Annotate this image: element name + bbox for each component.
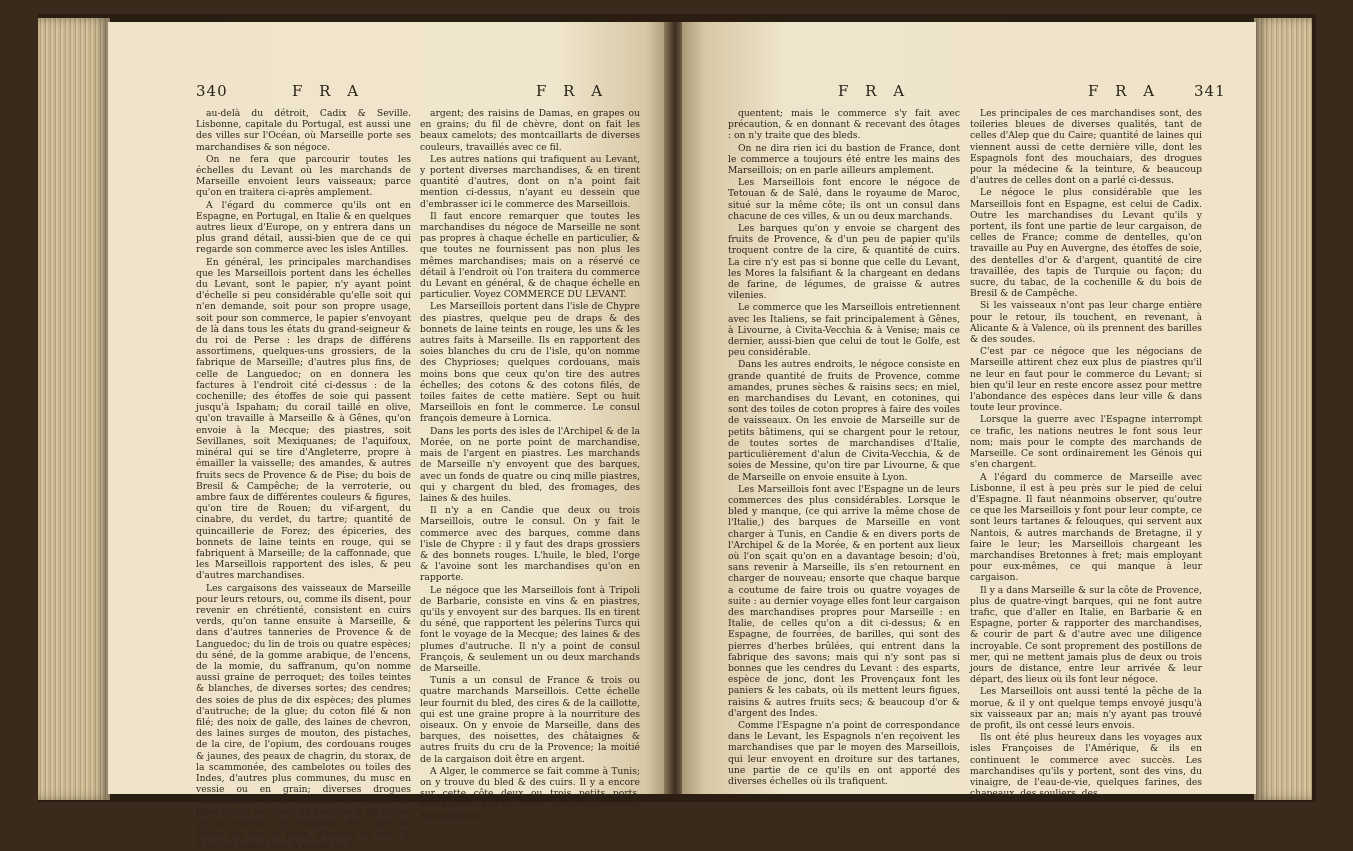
paragraph: Les barques qu'on y envoie se chargent des fruits de Provence, & d'un peu de papier qu'ils troquent contre de la cire, & quantité de cuirs. La cire n'y est pas si bonne que celle du Levant, les Mores la falsifiant & la chargeant en dedans de farine, de légumes, de graisse & autres vilenies. <box>728 223 960 302</box>
paragraph: A l'égard du commerce de Marseille avec Lisbonne, il est à peu près sur le pied de celui d'Espagne. Il faut néanmoins observer, qu'outre ce que les Marseillois y font pour leur compte, ce sont leurs tartanes & felouques, qui servent aux Nantois, & autres marchands de Bretagne, il y faire le leur; les Marseillois chargeant les marchandises Bretonnes à fret; mais employant pour eux-mêmes, ce qui manque à leur cargaison. <box>970 471 1202 584</box>
paragraph: Ils ont été plus heureux dans les voyages aux isles Françoises de l'Amérique, & ils en continuent le commerce avec succès. Les marchandises qu'ils y portent, sont des vins, du vinaigre, de l'eau-de-vie, quelques farines, des chapeaux, des souliers, des <box>970 732 1202 800</box>
paragraph: On ne dira rien ici du bastion de France, dont le commerce a toujours été entre les mains des Marseillois; on en parle ailleurs amplement. <box>728 142 960 177</box>
left-page-number: 340 <box>196 82 228 100</box>
paragraph: A l'égard du commerce qu'ils ont en Espagne, en Portugal, en Italie & en quelques autres lieux d'Europe, on y entrera dans un plus grand détail, aussi-bien que de ce qui regarde son commerce avec les isles Antilles. <box>196 199 411 256</box>
paragraph: Dans les autres endroits, le négoce consiste en grande quantité de fruits de Provence, comme amandes, prunes sèches & raisins secs; en miel, en marchandises du Levant, en cotonines, qui sont des toiles de coton propres à faire des voiles de vaisseaux. On les envoie de Marseille sur de petits bâtimens, qui se chargent pour le retour, de toutes sortes de marchandises d'Italie, particulièrement d'alun de Civita-Vecchia, & de soies de Messine, qu'on tire par Livourne, & que de Marseille on envoie ensuite à Lyon. <box>728 359 960 483</box>
paragraph: Les cargaisons des vaisseaux de Marseille pour leurs retours, ou, comme ils disent, pour revenir en chrétienté, consistent en cuirs verds, qu'on tanne ensuite à Marseille, & dans d'autres tanneries de Provence & de Languedoc; du lin de trois ou quatre espèces; du séné, de la gomme arabique, de l'encens, de la momie, du saffranum, qu'on nomme aussi graine de perroquet; des toiles teintes & blanches, de diverses sortes; des cendres; des soies de plus de dix espèces; des plumes d'autruche; de la glue; du coton filé & non filé; des noix de galle, des laines de chevron, des laines surges de mouton, des pistaches, de la cire, de l'opium, des cordouans rouges & jaunes, des peaux de chagrin, du storax, de la scammonée, des cambelotes ou toiles des Indes, d'autres plus communes, du musc en vessie ou en grain; diverses drogues médécinales; de la semence de perles; du lapis lazuli, qui vient de Tartarie & de Perse; de la rubarbe, de l'esquine; des tapis de Perse; les uns de laine, d'autres de soie, & d'autres moitié soie & moitié or & <box>196 582 411 851</box>
paragraph: quentent; mais le commerce s'y fait avec précaution, & en donnant & recevant des ôtages : on n'y traite que des bleds. <box>728 108 960 142</box>
paragraph: Le négoce le plus considérable que les Marseillois font en Espagne, est celui de Cadix. Outre les marchandises du Levant qu'ils y portent, ils font une partie de leur cargaison, de celles de France; comme de dentelles, qu'on travaille au Puy en Auvergne, des étoffes de soie, des dentelles d'or & d'argent, quantité de cire travaillée, des tapis de Turquie ou façon; du sucre, du tabac, de la cochenille & du bois de Bresil & de Campêche. <box>970 187 1202 300</box>
paragraph: On ne fera que parcourir toutes les échelles du Levant où les marchands de Marseille envoient leurs vaisseaux; parce qu'on en traitera ci-après amplement. <box>196 153 411 199</box>
left-running-head-2: F R A <box>536 82 609 100</box>
left-page-edges <box>38 18 110 800</box>
paragraph: En général, les principales marchandises que les Marseillois portent dans les échelles du Levant, sont le papier, n'y ayant point d'échelle si peu considérable qu'elle soit qui n'en demande, soit pour son propre usage, soit pour son commerce, le papier s'envoyant de là dans tous les états du grand-seigneur & du roi de Perse : les draps de différens assortimens, quelques-uns grossiers, de la fabrique de Marseille; d'autres plus fins, de celle de Languedoc; on en donnera les factures à l'endroit cité ci-dessus : de la cochenille; des étoffes de soie qui passent jusqu'à Ispaham; du corail taillé en olive, qu'on travaille à Marseille & à Gênes, qu'on envoie à la Mecque; des piastres, soit Sevillanes, soit Mexiquanes; de l'aquifoux, minéral qui se tire d'Angleterre, propre à émailler la vaisselle; des amandes, & autres fruits secs de Provence & de Pise; du bois de Bresil & Campêche; de la verroterie, ou ambre faux de différentes couleurs & figures, qu'on tire de Rouen; du vif-argent, du cinabre, du verdet, du tartre; quantité de quincaillerie de Forez; des épiceries, des bonnets de laine teints en rouge, qui se fabriquent à Marseille; de la caffonnade, que les Marseillois rapportent des isles, & peu d'autres marchandises. <box>196 256 411 582</box>
paragraph: Dans les ports des isles de l'Archipel & de la Morée, on ne porte point de marchandise, mais de l'argent en piastres. Les marchands de Marseille n'y envoyent que des barques, avec un fonds de quatre ou cinq mille piastres, qui y chargent du bled, des fromages, des laines & des huiles. <box>420 425 640 504</box>
paragraph: Il faut encore remarquer que toutes les marchandises du négoce de Marseille ne sont pas propres à chaque échelle en particulier, & que toutes ne fournissent pas non plus les mêmes marchandises; mais on a réservé ce détail à l'endroit où l'on traitera du commerce du Levant en général, & de chaque échelle en particulier. Voyez COMMERCE DU LEVANT. <box>420 210 640 301</box>
left-page-header <box>196 82 636 104</box>
paragraph: Lorsque la guerre avec l'Espagne interrompt ce trafic, les nations neutres le font sous leur nom; mais pour le compte des marchands de Marseille. Ce sont ordinairement les Génois qui s'en chargent. <box>970 414 1202 471</box>
paragraph: Les Marseillois font avec l'Espagne un de leurs commerces des plus considérables. Lorsque le bled y manque, (ce qui arrive la même chose de l'Italie,) des barques de Marseille en vont charger à Tunis, en Candie & en divers ports de l'Archipel & de la Morée, & en portent aux lieux où l'on sçait qu'on en a davantage besoin; d'où, sans revenir à Marseille, ils s'en retournent en charger de nouveau; ensorte que chaque barque a coutume de faire trois ou quatre voyages de suite : au dernier voyage elles font leur cargaison des marchandises propres pour Marseille : en Italie, de celles qu'on a dit ci-dessus; & en Espagne, de fourrées, de barilles, qui sont des pierres d'herbes brûlées, qui entrent dans la fabrique des savons; mais qui n'y sont pas si bonnes que les cendres du Levant : des esparts, espèce de jonc, dont les Provençaux font les paniers & les cabats, où ils mettent leurs figues, raisins & autres fruits secs; & beaucoup d'or & d'argent des Indes. <box>728 483 960 719</box>
paragraph: Les autres nations qui trafiquent au Levant, y portent diverses marchandises, & en tirent quantité d'autres, dont on n'a point fait mention ci-dessus, n'ayant eu dessein que d'embrasser ici le commerce des Marseillois. <box>420 153 640 210</box>
left-page-column-2 <box>420 108 640 822</box>
left-running-head-1: F R A <box>292 82 365 100</box>
paragraph: A Alger, le commerce se fait comme à Tunis; on y trouve du bled & des cuirs. Il y a encore sur cette côte deux ou trois petits ports, entr'autres Collo & Tourou, que les barques de Marseille fré- <box>420 765 640 822</box>
right-page-number: 341 <box>1194 82 1226 100</box>
paragraph: Si les vaisseaux n'ont pas leur charge entière pour le retour, ils touchent, en revenant, à Alicante & à Valence, où ils prennent des barilles & des soudes. <box>970 300 1202 346</box>
right-running-head-1: F R A <box>838 82 911 100</box>
paragraph: Les Marseillois ont aussi tenté la pêche de la morue, & il y ont quelque temps envoyé jusqu'à six vaisseaux par an; mais n'y ayant pas trouvé de profit, ils ont cessé leurs envois. <box>970 686 1202 731</box>
right-page-column-2 <box>970 108 1202 800</box>
right-page <box>682 22 1256 800</box>
paragraph: Le négoce que les Marseillois font à Tripoli de Barbarie, consiste en vins & en piastres, qu'ils y envoyent sur des barques. Ils en tirent du séné, que rapportent les pélerins Turcs qui font le voyage de la Mecque; des laines & des plumes d'autruche. Il n'y a point de consul François, & seulement un ou deux marchands de Marseille. <box>420 584 640 674</box>
left-page <box>108 22 668 851</box>
paragraph: Les principales de ces marchandises sont, des toileries bleues de diverses qualités, tant de celles d'Alep que du Caire; quantité de laines qui viennent aussi de cette dernière ville, dont les Espagnols font des mouchaiars, des drogues pour la médecine & la teinture, & beaucoup d'autres de celles dont on a parlé ci-dessus. <box>970 108 1202 187</box>
right-page-edges <box>1254 18 1312 800</box>
right-page-column-1 <box>728 108 960 787</box>
paragraph: Il y a dans Marseille & sur la côte de Provence, plus de quatre-vingt barques, qui ne font autre trafic, que d'aller en Italie, en Barbarie & en Espagne, porter & rapporter des marchandises, & courir de part & d'autre avec une diligence incroyable. Ce sont proprement des postillons de mer, qui ne mettent jamais plus de deux ou trois jours de distance, entre leur arrivée & leur départ, des lieux où ils font leur négoce. <box>970 584 1202 686</box>
paragraph: Les Marseillois portent dans l'isle de Chypre des piastres, quelque peu de draps & des bonnets de laine teints en rouge, les uns & les autres faits à Marseille. Ils en rapportent des soies blanches du cru de l'isle, qu'on nomme des Chyprioses; quelques cordouans, mais moins bons que ceux qu'on tire des autres échelles; des cotons & des cotons filés, de toiles faites de cette matière. Sept ou huit Marseillois en font le commerce. Le consul françois demeure à Lornica. <box>420 301 640 425</box>
paragraph: argent; des raisins de Damas, en grapes ou en grains; du fil de chèvre, dont on fait les beaux camelots; des montcaillarts de diverses couleurs, travaillés avec ce fil. <box>420 108 640 153</box>
paragraph: Comme l'Espagne n'a point de correspondance dans le Levant, les Espagnols n'en reçoivent les marchandises que par le moyen des Marseillois, qui leur envoyent en droiture sur des tartanes, une partie de ce qu'ils en ont apporté des diverses échelles où ils trafiquent. <box>728 719 960 787</box>
paragraph: Il n'y a en Candie que deux ou trois Marseillois, outre le consul. On y fait le commerce avec des barques, comme dans l'isle de Chypre : il y faut des draps grossiers & des bonnets rouges. L'huile, le bled, l'orge & l'avoine sont les marchandises qu'on en rapporte. <box>420 505 640 584</box>
paragraph: Les Marseillois font encore le négoce de Tetouan & de Salé, dans le royaume de Maroc, situé sur la même côte; ils ont un consul dans chacune de ces villes, & un ou deux marchands. <box>728 177 960 222</box>
right-running-head-2: F R A <box>1088 82 1161 100</box>
right-page-header <box>728 82 1228 104</box>
left-page-column-1 <box>196 108 411 851</box>
paragraph: Tunis a un consul de France & trois ou quatre marchands Marseillois. Cette échelle leur fournit du bled, des cires & de la caillotte, qui est une graine propre à la nourriture des oiseaux. On y envoie de Marseille, dans des barques, des noisettes, des châtaignes & autres fruits du cru de la Provence; la moitié de la cargaison doit être en argent. <box>420 675 640 765</box>
paragraph: Le commerce que les Marseillois entretiennent avec les Italiens, se fait principalement à Gênes, à Livourne, à Civita-Vecchia & à Venise; mais ce dernier, aussi-bien que celui de tout le Golfe, est peu considérable. <box>728 302 960 359</box>
paragraph: au-delà du détroit, Cadix & Seville. Lisbonne, capitale du Portugal, est aussi une des villes sur l'Océan, où Marseille porte ses marchandises & son négoce. <box>196 108 411 153</box>
paragraph: C'est par ce négoce que les négocians de Marseille attirent chez eux plus de piastres qu'il ne leur en faut pour le commerce du Levant; si bien qu'il leur en reste encore assez pour mettre l'abondance des espèces dans leur ville & dans toute leur province. <box>970 346 1202 414</box>
